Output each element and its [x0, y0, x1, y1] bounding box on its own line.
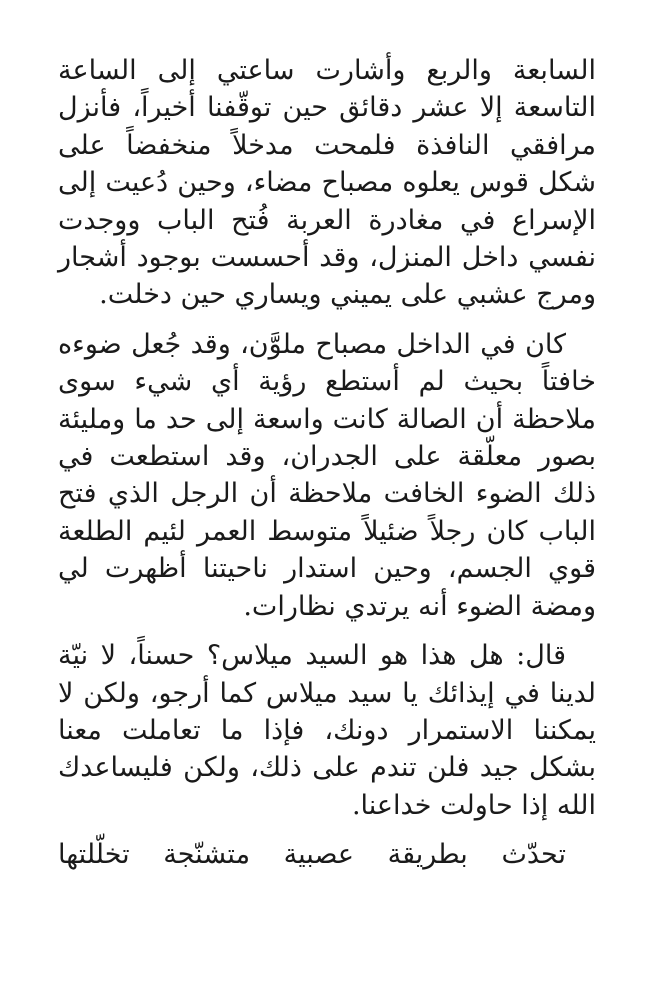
paragraph-hallway: كان في الداخل مصباح ملوَّن، وقد جُعل ضوءه خافتاً بحيث لم أستطع رؤية أي شيء سوى ملاحظة أن الصالة كانت واسعة إلى حد ما ومليئة بصور معلّقة على الجدران، وقد استطعت في ذلك الضوء الخافت ملاحظة أن الرجل الذي فتح الباب كان رجلاً ضئيلاً متوسط العمر لئيم الطلعة قوي الجسم، وحين استدار ناحيتنا أظهرت لي ومضة الضوء أنه يرتدي نظارات. [58, 328, 596, 622]
paragraph-continuation: تحدّث بطريقة عصبية متشنّجة تخلّلتها [58, 839, 566, 871]
paragraph-arrival: السابعة والربع وأشارت ساعتي إلى الساعة التاسعة إلا عشر دقائق حين توقّفنا أخيراً، فأنزل مرافقي النافذة فلمحت مدخلاً منخفضاً على شكل قوس يعلوه مصباح مضاء، وحين دُعيت إلى الإسراع في مغادرة العربة فُتح الباب ووجدت نفسي داخل المنزل، وقد أحسست بوجود أشجار ومرج عشبي على يميني ويساري حين دخلت. [58, 55, 596, 311]
paragraph-dialogue: قال: هل هذا هو السيد ميلاس؟ حسناً، لا نيّة لدينا في إيذائك يا سيد ميلاس كما أرجو، ولكن لا يمكننا الاستمرار دونك، فإذا ما تعاملت معنا بشكل جيد فلن تندم على ذلك، ولكن فليساعدك الله إذا حاولت خداعنا. [58, 640, 596, 821]
book-page [58, 52, 596, 874]
